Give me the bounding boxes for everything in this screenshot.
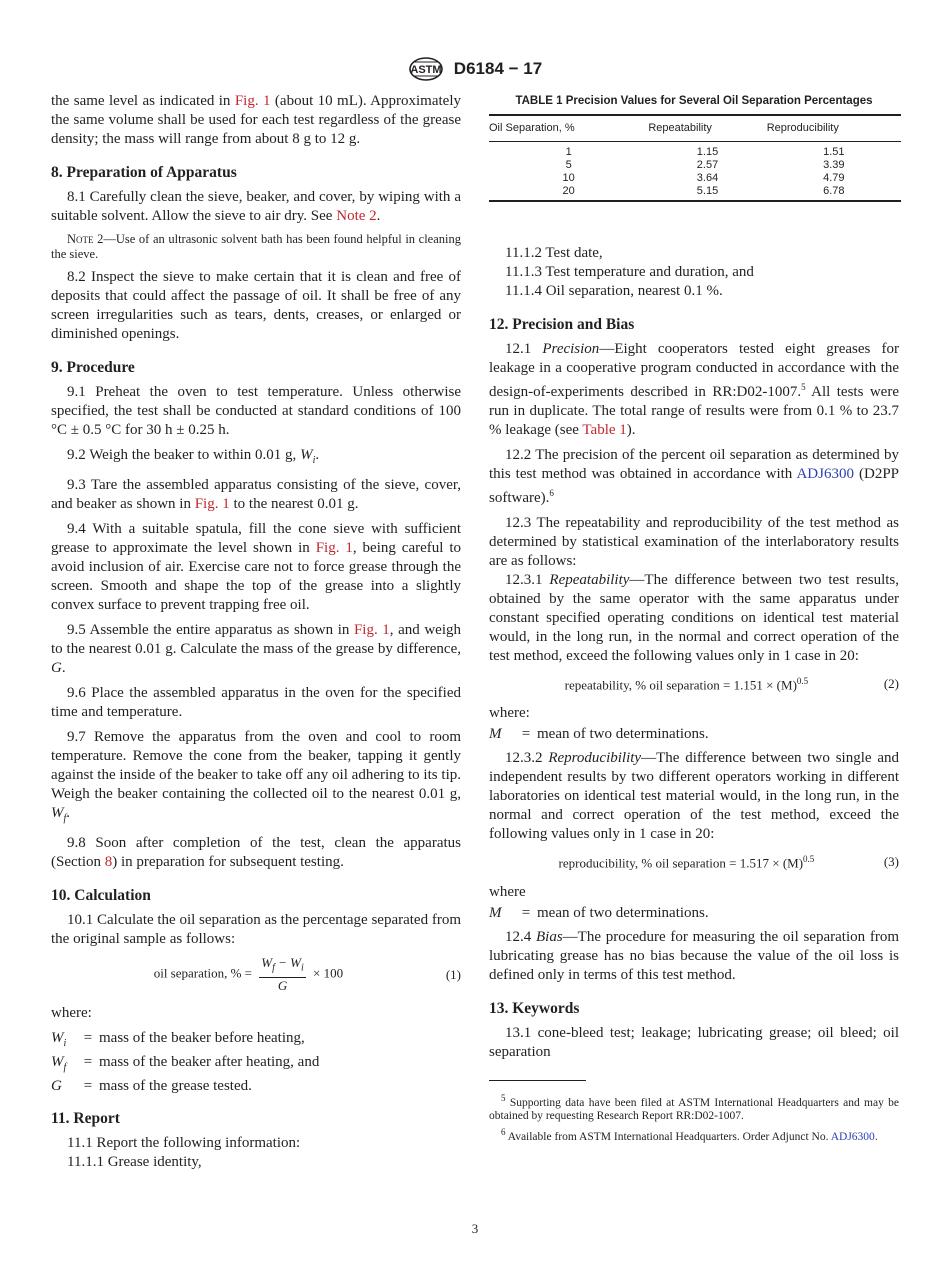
note2-link[interactable]: Note 2 (336, 208, 377, 224)
para-10-1: 10.1 Calculate the oil separation as the percentage separated from the original sample as follows: (51, 912, 461, 947)
section-8-heading: 8. Preparation of Apparatus (51, 164, 237, 181)
definition-row: M = mean of two determinations. (489, 726, 709, 743)
variable-definitions (51, 1029, 461, 1095)
list-item-11-1-4: 11.1.4 Oil separation, nearest 0.1 %. (505, 283, 723, 299)
where-label: where: (51, 1004, 92, 1021)
equation-number: (3) (883, 853, 899, 869)
para-9-6: 9.6 Place the assembled apparatus in the oven for the specified time and temperature. (51, 685, 461, 720)
section-11-heading: 11. Report (51, 1109, 120, 1127)
para-12-3-2: 12.3.2 Reproducibility—The difference between two single and independent results by two different operators working in different laboratories on identical test material would, in the long run, in the normal and correct operation of the test method, exceed the following values only in 1 case in 20: (489, 750, 900, 843)
section8-link[interactable]: 8 (104, 854, 113, 870)
para-9-5: 9.5 Assemble the entire apparatus as shown in Fig. 1, and weigh to the nearest 0.01 g. Calculate the mass of the grease by difference, G. (51, 622, 461, 676)
note-2: Note 2—Use of an ultrasonic solvent bath has been found helpful in cleaning the sieve. (51, 232, 461, 261)
table-row: 20 5.15 6.78 (489, 185, 901, 201)
fig1-link[interactable]: Fig. 1 (194, 496, 230, 512)
section-13-heading: 13. Keywords (489, 999, 580, 1017)
footnote-5: $^5$ Supporting data have been filed at ASTM International Headquarters and may be obtained by requesting Research Report RR:D02-1007. (489, 1092, 899, 1123)
list-item-11-1-1: 11.1.1 Grease identity, (67, 1153, 202, 1170)
equation-1: oil separation, % = $\frac{W_f - W_i}{G}$ × 100 (1) (153, 955, 461, 993)
where-label: where: (489, 705, 530, 722)
right-column (489, 92, 899, 1146)
equation-2: repeatability, % oil separation = $1.151 \times (M)^{0.5}$ (2) (564, 675, 899, 693)
table-row: 1 1.15 1.51 (565, 146, 845, 158)
column-header: Repeatability (648, 115, 766, 142)
page-header (0, 56, 950, 82)
para-12-1: 12.1 Precision—Eight cooperators tested eight greases for leakage in a cooperative program conducted in accordance with the design-of-experiments described in RR:D02-1007.$^5$ All tests were run in duplicate. The total range of results were from 0.1 % to 23.7 % leakage (see Table 1). (489, 341, 899, 438)
column-header: Reproducibility (767, 115, 901, 142)
where-label: where (489, 883, 526, 900)
standard-designation: D6184 − 17 (453, 59, 543, 78)
intro-paragraph: the same level as indicated in Fig. 1 (about 10 mL). Approximately the same volume shall be used for each test regardless of the grease density; the mass will range from about 8 g to 12 g. (51, 93, 461, 147)
fig1-link[interactable]: Fig. 1 (315, 540, 353, 556)
para-9-8: 9.8 Soon after completion of the test, clean the apparatus (Section 8) in preparation for subsequent testing. (51, 835, 461, 870)
adj6300-link[interactable]: ADJ6300 (830, 1131, 875, 1144)
fig1-link[interactable]: Fig. 1 (353, 622, 390, 638)
table-row: 5 2.57 3.39 (565, 159, 845, 171)
para-8-2: 8.2 Inspect the sieve to make certain that it is clean and free of deposits that could affect the passage of oil. It shall be free of any screen irregularities such as tears, dents, creases, or enlarged or diminished openings. (51, 269, 461, 342)
list-item-11-1-3: 11.1.3 Test temperature and duration, and (505, 264, 754, 280)
section-12-heading: 12. Precision and Bias (489, 316, 635, 333)
definition-row: $W_f$ = mass of the beaker after heating, and (51, 1053, 320, 1073)
equation-number: (2) (883, 675, 899, 691)
adj6300-link[interactable]: ADJ6300 (796, 466, 854, 482)
page-number: 3 (471, 1221, 479, 1236)
para-8-1: 8.1 Carefully clean the sieve, beaker, and cover, by wiping with a suitable solvent. Allow the sieve to air dry. See Note 2. (51, 189, 461, 224)
para-13-1: 13.1 cone-bleed test; leakage; lubricating grease; oil bleed; oil separation (489, 1024, 899, 1060)
para-9-1: 9.1 Preheat the oven to test temperature. Unless otherwise specified, the test shall be conducted at standard conditions of 100 °C ± 0.5 °C for 30 h ± 0.25 h. (51, 384, 461, 438)
column-header: Oil Separation, % (489, 115, 648, 142)
definition-row: G = mass of the grease tested. (51, 1077, 252, 1094)
svg-text:ASTM: ASTM (410, 64, 442, 76)
list-item-11-1-2: 11.1.2 Test date, (505, 245, 603, 261)
para-9-7: 9.7 Remove the apparatus from the oven and cool to room temperature. Remove the cone from the beaker, tapping it gently against the inside of the beaker to take off any oil adhering to its tip. Weigh the beaker containing the collected oil to the nearest 0.01 g, $W_f$. (51, 729, 461, 824)
para-12-3-1: 12.3.1 Repeatability—The difference between two test results, obtained by the same operator with the same apparatus under constant specified operating conditions on identical test material would, in the long run, in the normal and correct operation of the test method, exceed the following values only in 1 case in 20: (489, 572, 899, 664)
section-10-heading: 10. Calculation (51, 887, 151, 904)
fraction: $\frac{W_f - W_i}{G}$ (261, 955, 304, 993)
left-column (51, 92, 461, 1172)
table-1-caption: TABLE 1 Precision Values for Several Oil Separation Percentages (515, 95, 873, 107)
table1-link[interactable]: Table 1 (582, 422, 627, 438)
para-9-2: 9.2 Weigh the beaker to within 0.01 g, $W_i$. (67, 447, 320, 466)
para-12-2: 12.2 The precision of the percent oil separation as determined by this test method was obtained in accordance with ADJ6300 (D2PP software).$^6$ (489, 447, 900, 506)
fig1-link[interactable]: Fig. 1 (234, 93, 271, 109)
equation-3: reproducibility, % oil separation = $1.517 \times (M)^{0.5}$ (3) (558, 853, 899, 871)
para-12-3: 12.3 The repeatability and reproducibility of the test method as determined by statistical examination of the interlaboratory results are as follows: (489, 515, 899, 569)
table-row: 10 3.64 4.79 (562, 172, 845, 184)
footnote-divider (489, 1080, 586, 1081)
definition-row: $W_i$ = mass of the beaker before heating, (51, 1029, 305, 1049)
astm-logo-icon (408, 56, 444, 82)
precision-table (489, 114, 901, 202)
para-11-1: 11.1 Report the following information: (67, 1134, 301, 1151)
para-12-4: 12.4 Bias—The procedure for measuring the oil separation from lubricating grease has no bias because the value of the oil loss is defined only in terms of this test method. (489, 928, 899, 983)
para-9-4: 9.4 With a suitable spatula, fill the cone sieve with sufficient grease to approximate the level shown in Fig. 1, being careful to avoid inclusion of air. Exercise care not to force grease through the screen. Smooth and shape the top of the grease into a slightly convex surface to prevent trapping free oil. (51, 521, 462, 613)
section-9-heading: 9. Procedure (51, 359, 135, 376)
para-9-3: 9.3 Tare the assembled apparatus consisting of the sieve, cover, and beaker as shown in Fig. 1 to the nearest 0.01 g. (51, 477, 461, 512)
equation-number: (1) (445, 966, 461, 982)
definition-row: M = mean of two determinations. (489, 904, 709, 921)
footnote-6: $^6$ Available from ASTM International Headquarters. Order Adjunct No. ADJ6300. (501, 1127, 878, 1144)
